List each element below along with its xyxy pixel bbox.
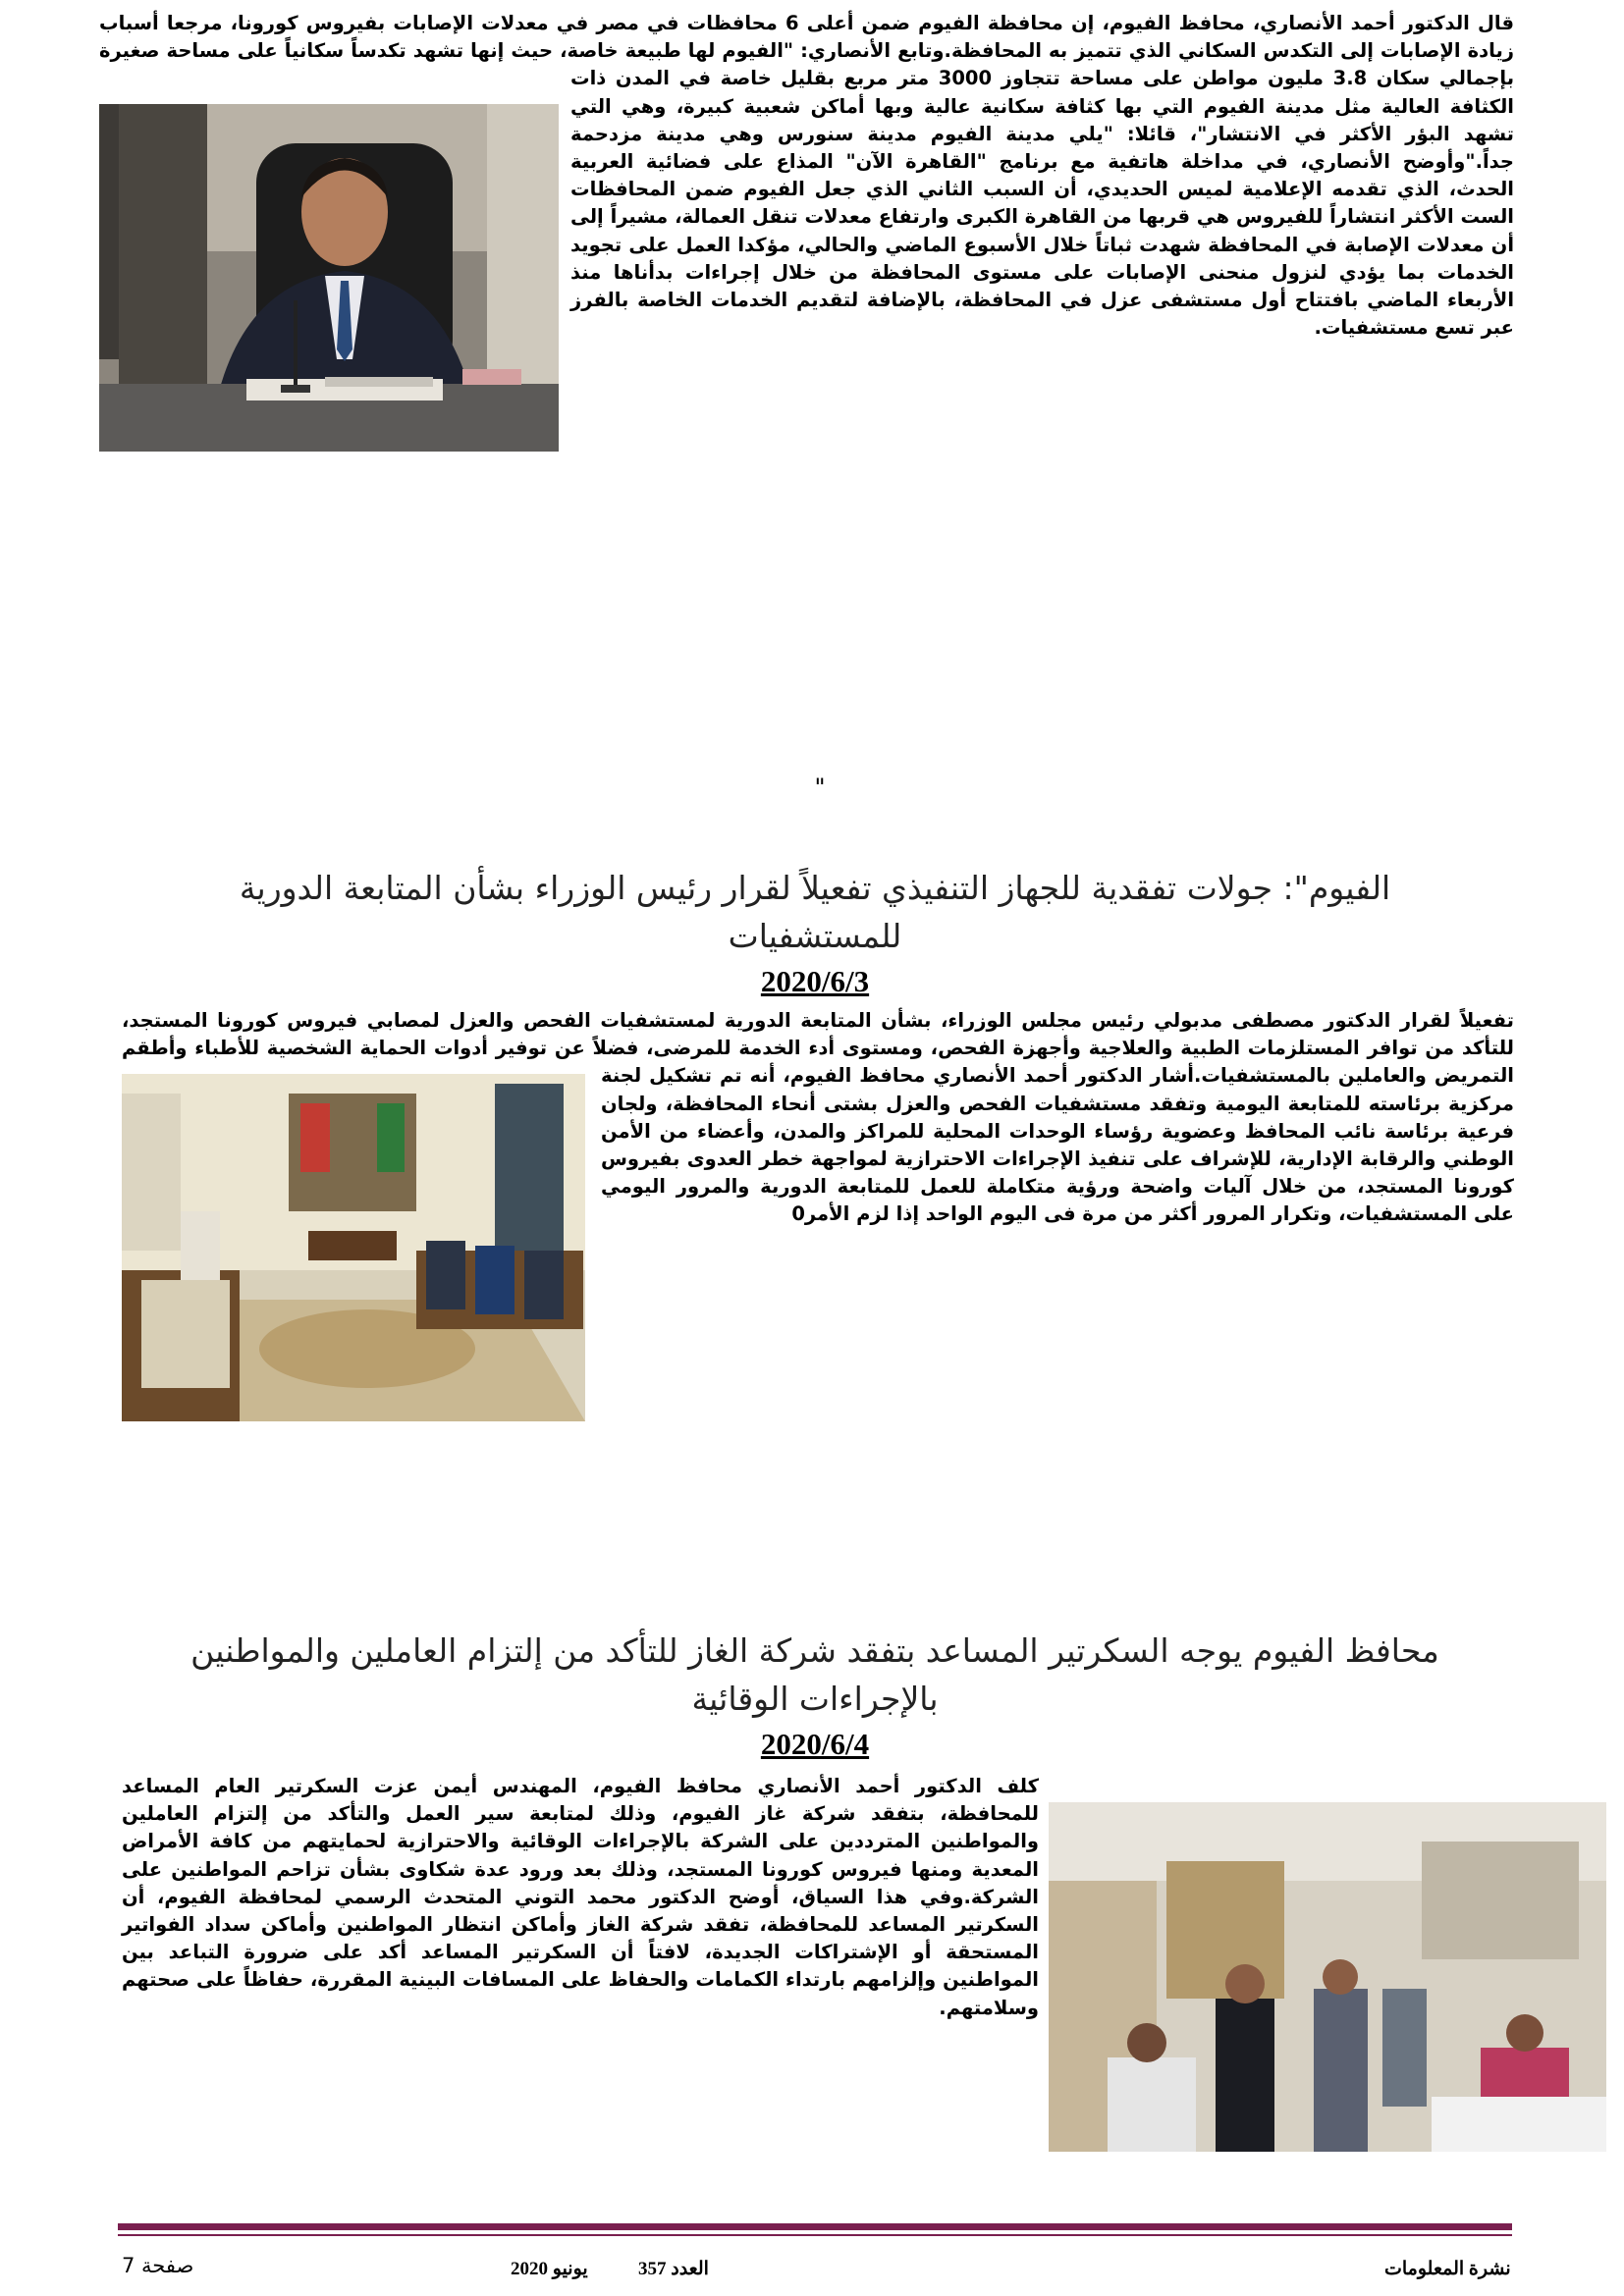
article-3-paragraph: كلف الدكتور أحمد الأنصاري محافظ الفيوم، المهندس أيمن عزت السكرتير العام المساعد للمحافظة، بتفقد شركة غاز الفيوم، وذلك لمتابعة سير العمل والتأكد من إلتزام العاملين والمواطنين المترددين على الشركة بالإجراءات الوقائية والاحترازية لحمايتهم من كافة الأمراض المعدية ومنها فيروس كورونا المستجد، وذلك بعد ورود عدة شكاوى بشأن تزاحم المواطنين على الشركة.وفي هذا السياق، أوضح الدكتور محمد التوني المتحدث الرسمي لمحافظة الفيوم، أن السكرتير المساعد للمحافظة، تفقد شركة الغاز وأماكن انتظار المواطنين وأماكن سداد الفواتير المستحقة أو الإشتراكات الجديدة، لافتاً أن السكرتير المساعد أكد على ضرورة التباعد بين المواطنين وإلزامهم بارتداء الكمامات والحفاظ على المسافات البينية المقررة، حفاظاً على صحتهم وسلامتهم. — [122, 1775, 1039, 2019]
footer-page-number: صفحة 7 — [122, 2254, 194, 2277]
footer-issue-number: العدد 357 — [638, 2259, 709, 2279]
article-2-paragraph: تفعيلاً لقرار الدكتور مصطفى مدبولي رئيس مجلس الوزراء، بشأن المتابعة الدورية لمستشفيات الفحص والعزل لمصابي فيروس كورونا المستجد، للتأكد من توافر المستلزمات الطبية والعلاجية وأجهزة الفحص، ومستوى أدء الخدمة للمرضى، فضلاً عن توفير أدوات الحماية الشخصية للأطباء وأطقم التمريض والعاملين بالمستشفيات.أشار الدكتور أحمد الأنصاري محافظ الفيوم، أنه تم تشكيل لجنة مركزية برئاسته للمتابعة اليومية وتفقد مستشفيات الفحص والعزل بشتى أنحاء المحافظة، ولجان فرعية برئاسة نائب المحافظ وعضوية رؤساء الوحدات المحلية للمراكز والمدن، وأعضاء من الأمن الوطني والرقابة الإدارية، للإشراف على تنفيذ الإجراءات الاحترازية لمواجهة خطر العدوى بفيروس كورونا المستجد، من خلال آليات واضحة ورؤية متكاملة للعمل للمتابعة الدورية والمرور اليومي على المستشفيات، وتكرار المرور أكثر من مرة فى اليوم الواحد إذا لزم الأمر0 — [122, 1007, 1514, 1476]
footer-issue-date: يونيو 2020 — [511, 2259, 588, 2279]
gas-company-photo — [1049, 1802, 1606, 2152]
photo-spacer — [99, 67, 570, 450]
article-1-paragraph: قال الدكتور أحمد الأنصاري، محافظ الفيوم، إن محافظة الفيوم ضمن أعلى 6 محافظات في مصر في معدلات الإصابات بفيروس كورونا، مرجعا أسباب زيادة الإصابات إلى التكدس السكاني الذي تتميز به المحافظة.وتابع الأنصاري: "الفيوم لها طبيعة خاصة، حيث إنها تشهد تكدساً سكانياً على مساحة صغيرة بإجمالي سكان 3.8 مليون مواطن على مساحة تتجاوز 3000 متر مربع بقليل خاصة في المدن ذات الكثافة العالية مثل مدينة الفيوم التي بها كثافة سكانية عالية وبها أماكن شعبية كبيرة، وهي التي تشهد البؤر الأكثر في الانتشار"، قائلا: "يلي مدينة الفيوم مدينة سنورس وهي مدينة مزدحمة جداً."وأوضح الأنصاري، في مداخلة هاتفية مع برنامج "القاهرة الآن" المذاع على فضائية العربية الحدث، الذي تقدمه الإعلامية لميس الحديدي، أن السبب الثاني الذي جعل الفيوم ضمن المحافظات الست الأكثر انتشاراً للفيروس هي قربها من القاهرة الكبرى وارتفاع معدلات تنقل العمالة، مشيراً إلى أن معدلات الإصابة في المحافظة شهدت ثباتاً خلال الأسبوع الماضي والحالي، مؤكدا العمل على تجويد الخدمات بما يؤدي لنزول منحنى الإصابات على مستوى المحافظة من خلال إجراءات بدأناها منذ الأربعاء الماضي بافتتاح أول مستشفى عزل في المحافظة، بالإضافة لتقديم الخدمات الخاصة بالفرز عبر تسع مستشفيات. — [99, 10, 1514, 450]
footer-rule-thin — [118, 2234, 1512, 2236]
article-3-headline: محافظ الفيوم يوجه السكرتير المساعد بتفقد شركة الغاز للتأكد من إلتزام العاملين والمواطنين بالإجراءات الوقائية — [190, 1631, 1439, 1718]
article-2-date: 2020/6/3 — [760, 964, 870, 998]
footer-rule-thick — [118, 2223, 1512, 2230]
footer-publication-name: نشرة المعلومات — [1384, 2259, 1511, 2279]
separator-quote: " — [814, 774, 826, 801]
photo-spacer — [122, 1064, 601, 1476]
article-3-date: 2020/6/4 — [760, 1727, 870, 1761]
article-2-headline: الفيوم": جولات تفقدية للجهاز التنفيذي تفعيلاً لقرار رئيس الوزراء بشأن المتابعة الدورية للمستشفيات — [239, 869, 1391, 955]
